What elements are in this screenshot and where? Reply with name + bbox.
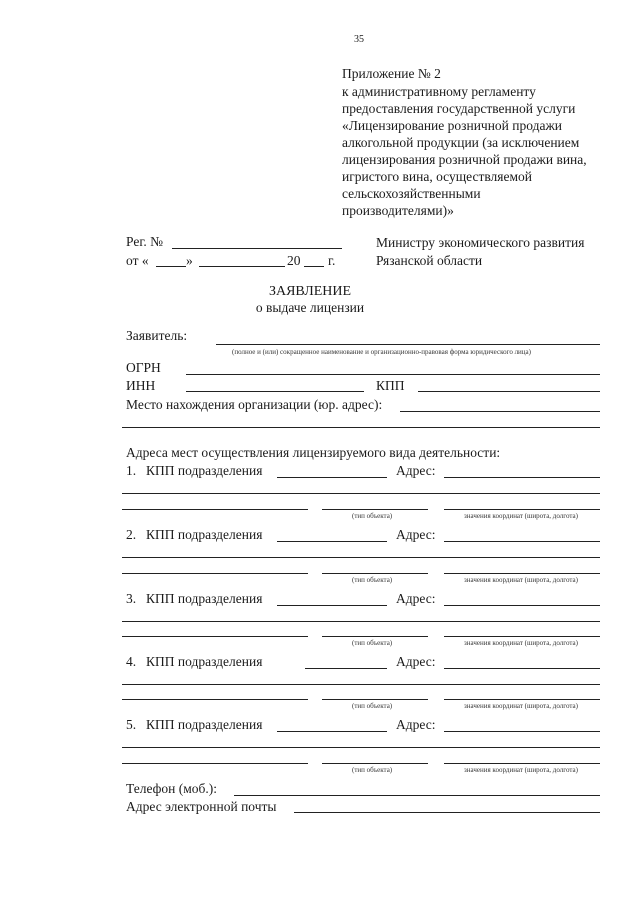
document-title: ЗАЯВЛЕНИЕ: [268, 284, 352, 299]
object-type-field[interactable]: [322, 573, 428, 574]
kpp-division-label: КПП подразделения: [146, 717, 263, 732]
kpp-field[interactable]: [418, 391, 600, 392]
inn-label: ИНН: [126, 378, 156, 393]
date-year-field[interactable]: [304, 266, 324, 267]
email-label: Адрес электронной почты: [126, 799, 277, 814]
kpp-division-label: КПП подразделения: [146, 463, 263, 478]
appendix-line: «Лицензирование розничной продажи: [342, 118, 563, 133]
date-quote-close: »: [186, 253, 193, 268]
address-label: Адрес:: [396, 463, 436, 478]
address-field[interactable]: [444, 541, 600, 542]
coordinates-field[interactable]: [444, 573, 600, 574]
object-type-hint: (тип объекта): [352, 639, 393, 647]
coordinates-hint: значения координат (широта, долгота): [464, 766, 578, 774]
coordinates-hint: значения координат (широта, долгота): [464, 576, 578, 584]
kpp-division-label: КПП подразделения: [146, 527, 263, 542]
kpp-division-label: КПП подразделения: [146, 654, 263, 669]
appendix-line: алкогольной продукции (за исключением: [342, 135, 580, 150]
address-label: Адрес:: [396, 527, 436, 542]
address-extra-field[interactable]: [122, 509, 308, 510]
coordinates-hint: значения координат (широта, долгота): [464, 639, 578, 647]
coordinates-hint: значения координат (широта, долгота): [464, 512, 578, 520]
address-field[interactable]: [444, 731, 600, 732]
appendix-line: лицензирования розничной продажи вина,: [342, 152, 587, 167]
email-field[interactable]: [294, 812, 600, 813]
inn-field[interactable]: [186, 391, 364, 392]
address-field[interactable]: [444, 605, 600, 606]
document-subtitle: о выдаче лицензии: [255, 300, 365, 315]
address-label: Адрес:: [396, 717, 436, 732]
ogrn-field[interactable]: [186, 374, 600, 375]
object-type-hint: (тип объекта): [352, 576, 393, 584]
address-extra-field[interactable]: [122, 573, 308, 574]
address-field-cont[interactable]: [122, 684, 600, 685]
addressee-line-1: Министру экономического развития: [376, 235, 585, 250]
appendix-line: производителями)»: [342, 203, 454, 218]
appendix-line: Приложение № 2: [342, 66, 441, 81]
date-from-label: от «: [126, 253, 149, 268]
applicant-label: Заявитель:: [126, 328, 188, 343]
object-type-hint: (тип объекта): [352, 766, 393, 774]
phone-label: Телефон (моб.):: [126, 781, 217, 796]
applicant-hint: (полное и (или) сокращенное наименование и организационно-правовая форма юридического лица): [232, 348, 531, 356]
kpp-division-field[interactable]: [277, 731, 387, 732]
page-number: 35: [354, 34, 364, 45]
reg-number-field[interactable]: [172, 248, 342, 249]
kpp-division-field[interactable]: [305, 668, 387, 669]
location-field[interactable]: [400, 411, 600, 412]
date-year-suffix: г.: [328, 253, 336, 268]
address-extra-field[interactable]: [122, 636, 308, 637]
address-field-cont[interactable]: [122, 621, 600, 622]
object-type-field[interactable]: [322, 763, 428, 764]
kpp-label: КПП: [376, 378, 405, 393]
coordinates-field[interactable]: [444, 509, 600, 510]
date-day-field[interactable]: [156, 266, 186, 267]
object-type-hint: (тип объекта): [352, 512, 393, 520]
kpp-division-field[interactable]: [277, 605, 387, 606]
object-type-field[interactable]: [322, 509, 428, 510]
object-type-field[interactable]: [322, 636, 428, 637]
coordinates-hint: значения координат (широта, долгота): [464, 702, 578, 710]
date-year-prefix: 20: [287, 253, 301, 268]
date-month-field[interactable]: [199, 266, 285, 267]
location-field-cont[interactable]: [122, 427, 600, 428]
address-label: Адрес:: [396, 654, 436, 669]
address-field[interactable]: [444, 668, 600, 669]
coordinates-field[interactable]: [444, 636, 600, 637]
appendix-line: к административному регламенту: [342, 84, 536, 99]
address-field-cont[interactable]: [122, 747, 600, 748]
location-label: Место нахождения организации (юр. адрес):: [126, 397, 383, 412]
address-item-number: 5.: [126, 717, 137, 732]
appendix-line: предоставления государственной услуги: [342, 101, 576, 116]
address-item-number: 4.: [126, 654, 137, 669]
coordinates-field[interactable]: [444, 699, 600, 700]
address-field-cont[interactable]: [122, 557, 600, 558]
address-item-number: 2.: [126, 527, 137, 542]
addressee-line-2: Рязанской области: [376, 253, 483, 268]
kpp-division-field[interactable]: [277, 477, 387, 478]
address-item-number: 1.: [126, 463, 137, 478]
address-extra-field[interactable]: [122, 763, 308, 764]
appendix-line: игристого вина, осуществляемой: [342, 169, 533, 184]
phone-field[interactable]: [234, 795, 600, 796]
address-extra-field[interactable]: [122, 699, 308, 700]
appendix-line: сельскохозяйственными: [342, 186, 481, 201]
kpp-division-label: КПП подразделения: [146, 591, 263, 606]
address-label: Адрес:: [396, 591, 436, 606]
address-item-number: 3.: [126, 591, 137, 606]
object-type-hint: (тип объекта): [352, 702, 393, 710]
reg-number-label: Рег. №: [126, 234, 163, 249]
applicant-field[interactable]: [216, 344, 600, 345]
ogrn-label: ОГРН: [126, 360, 161, 375]
coordinates-field[interactable]: [444, 763, 600, 764]
object-type-field[interactable]: [322, 699, 428, 700]
address-field[interactable]: [444, 477, 600, 478]
addresses-heading: Адреса мест осуществления лицензируемого вида деятельности:: [126, 445, 501, 460]
address-field-cont[interactable]: [122, 493, 600, 494]
kpp-division-field[interactable]: [277, 541, 387, 542]
